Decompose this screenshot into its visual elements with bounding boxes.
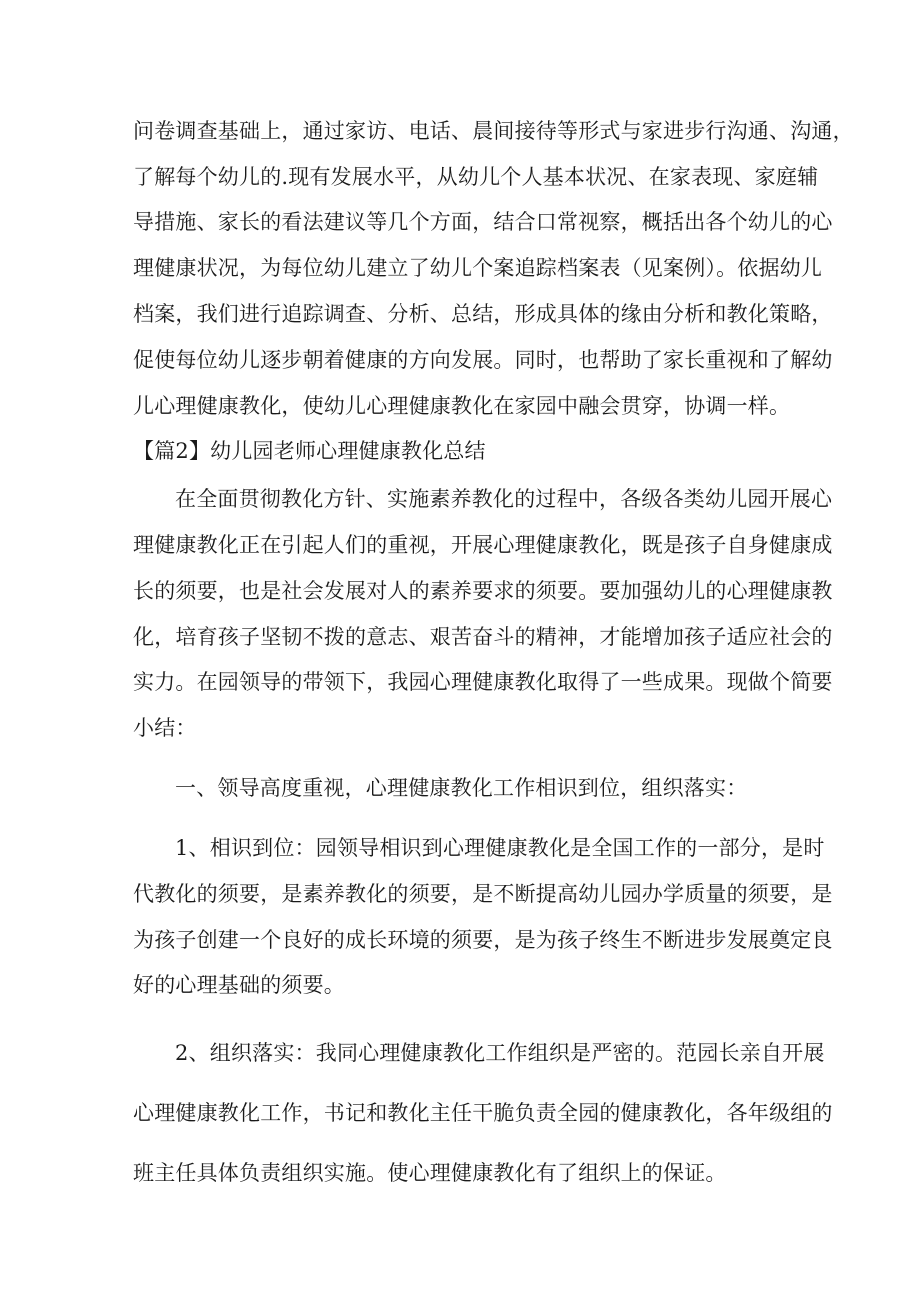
- paragraph-1-line-7: 儿心理健康教化，使幼儿心理健康教化在家园中融会贯穿，协调一样。: [133, 394, 791, 418]
- paragraph-2-line-4: 化，培育孩子坚韧不拨的意志、艰苦奋斗的精神，才能增加孩子适应社会的: [133, 625, 833, 649]
- item-1-line-2: 代教化的须要，是素养教化的须要，是不断提高幼儿园办学质量的须要，是: [133, 882, 833, 906]
- paragraph-1-line-3: 导措施、家长的看法建议等几个方面，结合口常视察，概括出各个幼儿的心: [133, 210, 833, 234]
- item-2-line-1: 2、组织落实：我同心理健康教化工作组织是严密的。范园长亲自开展: [175, 1041, 825, 1065]
- paragraph-2-line-6: 小结：: [133, 716, 197, 740]
- paragraph-2-line-5: 实力。在园领导的带领下，我园心理健康教化取得了一些成果。现做个简要: [133, 670, 833, 694]
- item-1-line-1: 1、相识到位：园领导相识到心理健康教化是全国工作的一部分，是时: [175, 836, 825, 860]
- item-1-line-4: 好的心理基础的须要。: [133, 973, 345, 997]
- item-2-line-2: 心理健康教化工作，书记和教化主任干脆负责全园的健康教化，各年级组的: [133, 1101, 833, 1125]
- paragraph-2-line-3: 长的须要，也是社会发展对人的素养要求的须要。要加强幼儿的心理健康教: [133, 579, 833, 603]
- point-1-heading: 一、领导高度重视，心理健康教化工作相识到位，组织落实：: [175, 776, 748, 800]
- paragraph-1-line-6: 促使每位幼儿逐步朝着健康的方向发展。同时，也帮助了家长重视和了解幼: [133, 348, 833, 372]
- paragraph-1-line-2: 了解每个幼儿的.现有发展水平，从幼儿个人基本状况、在家表现、家庭辅: [133, 165, 819, 189]
- item-2-line-3: 班主任具体负责组织实施。使心理健康教化有了组织上的保证。: [133, 1161, 727, 1185]
- paragraph-1-line-4: 理健康状况，为每位幼儿建立了幼儿个案追踪档案表（见案例）。依据幼儿: [133, 256, 823, 280]
- section-heading: 【篇2】幼儿园老师心理健康教化总结: [133, 439, 486, 463]
- paragraph-1-line-5: 档案，我们进行追踪调查、分析、总结，形成具体的缘由分析和教化策略，: [133, 302, 833, 326]
- paragraph-2-line-2: 理健康教化正在引起人们的重视，开展心理健康教化，既是孩子自身健康成: [133, 533, 833, 557]
- paragraph-1-line-1: 问卷调查基础上，通过家访、电话、晨间接待等形式与家进步行沟通、沟通，: [133, 119, 854, 143]
- item-1-line-3: 为孩子创建一个良好的成长环境的须要，是为孩子终生不断进步发展奠定良: [133, 928, 833, 952]
- paragraph-2-line-1: 在全面贯彻教化方针、实施素养教化的过程中，各级各类幼儿园开展心: [175, 487, 833, 511]
